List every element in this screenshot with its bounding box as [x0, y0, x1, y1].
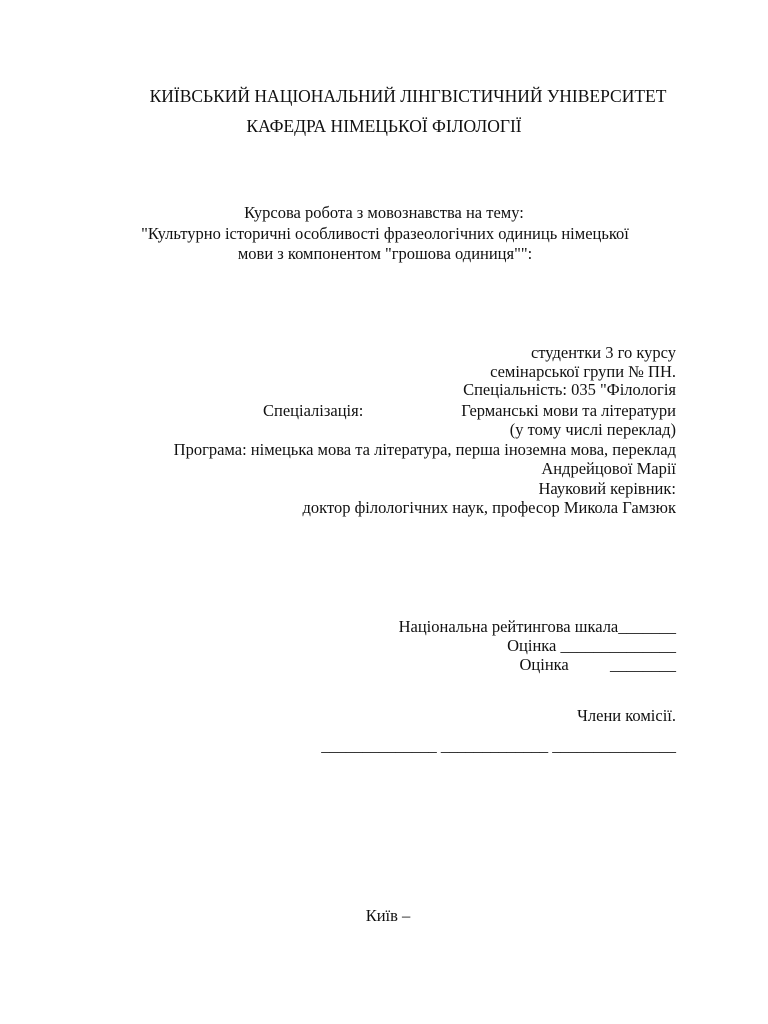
specialization-label: Спеціалізація:: [263, 401, 364, 420]
university-name: КИЇВСЬКИЙ НАЦІОНАЛЬНИЙ ЛІНГВІСТИЧНИЙ УНІВЕРСИТЕТ: [149, 86, 667, 106]
topic-title-line-1: "Культурно історичні особливості фразеологічних одиниць німецької: [141, 224, 629, 243]
department-name: КАФЕДРА НІМЕЦЬКОЇ ФІЛОЛОГІЇ: [246, 116, 522, 136]
commission-label: Члени комісії.: [577, 706, 676, 725]
city-year: Київ –: [365, 906, 411, 925]
specialization-value: Германські мови та літератури: [461, 401, 676, 420]
student-group: семінарської групи № ПН.: [490, 362, 676, 381]
study-program: Програма: німецька мова та література, перша іноземна мова, переклад: [173, 440, 676, 459]
specialization-note: (у тому числі переклад): [509, 420, 676, 439]
supervisor-label: Науковий керівник:: [538, 479, 676, 498]
student-specialty: Спеціальність: 035 "Філологія: [463, 380, 676, 399]
national-scale-field: Національна рейтингова шкала_______: [398, 617, 676, 636]
commission-signature-lines: ______________ _____________ _______________: [321, 736, 676, 755]
student-name: Андрейцової Марії: [541, 459, 676, 478]
grade-field-1: Оцінка ______________: [507, 636, 676, 655]
supervisor-name: доктор філологічних наук, професор Микола Гамзюк: [302, 498, 676, 517]
grade-field-2: Оцінка ________: [519, 655, 676, 674]
topic-intro: Курсова робота з мовознавства на тему:: [244, 203, 524, 222]
topic-title-line-2: мови з компонентом "грошова одиниця"":: [237, 244, 533, 263]
student-course: студентки 3 го курсу: [530, 343, 676, 362]
